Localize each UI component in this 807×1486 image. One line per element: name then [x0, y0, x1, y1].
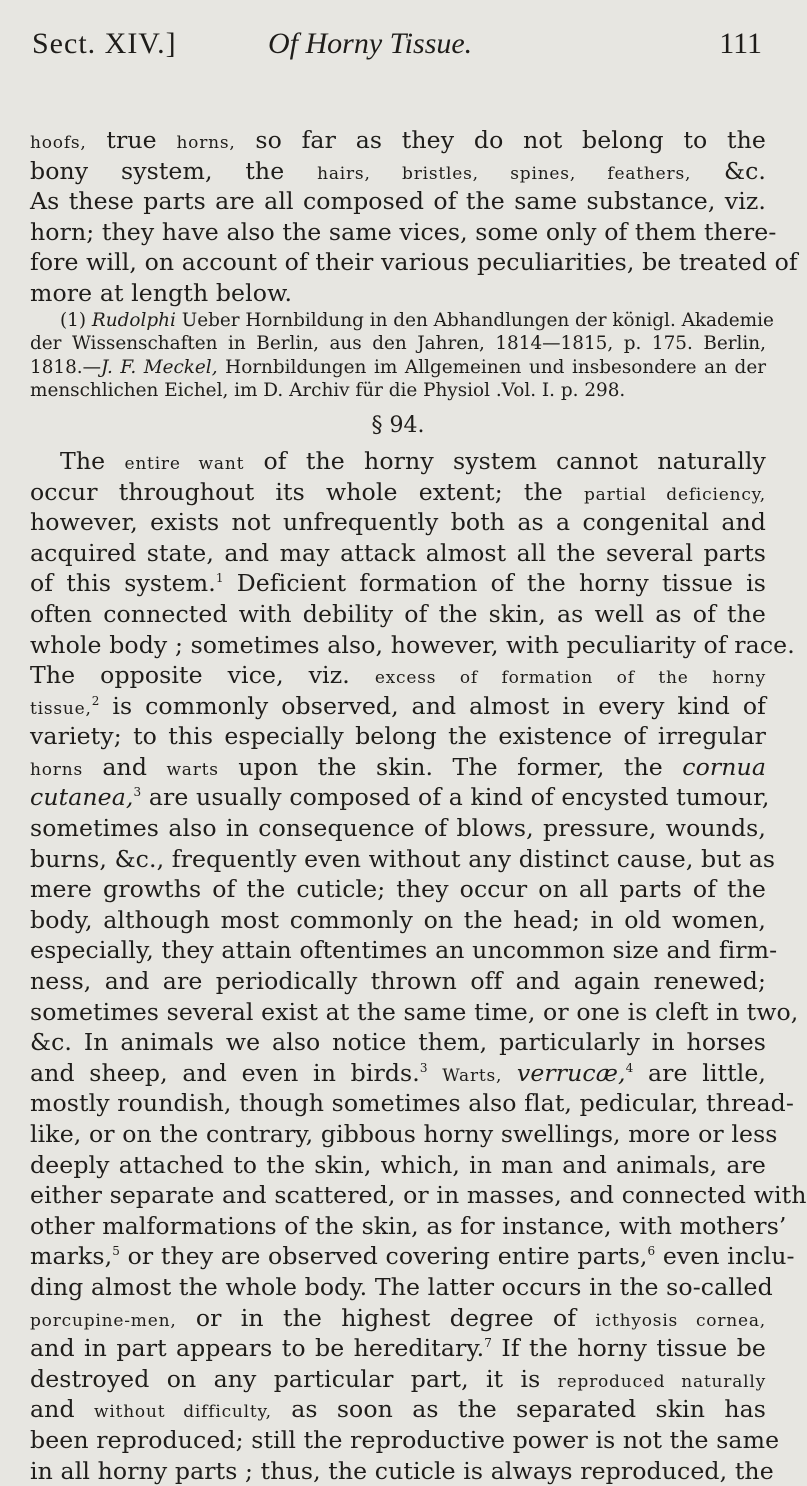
text-line: occur throughout its whole extent; the partial deficiency,: [30, 477, 766, 506]
text-line: whole body ; sometimes also, however, with peculiarity of race.: [30, 630, 795, 659]
chapter-title: Of Horny Tissue.: [268, 27, 473, 60]
text-line: fore will, on account of their various peculiarities, be treated of: [30, 248, 798, 277]
footnote-line: 1818.—J. F. Meckel, Hornbildungen im Allgemeinen und insbesondere an der: [30, 356, 766, 378]
footnote-ref: 3: [419, 1060, 428, 1075]
footnote-ref: 4: [625, 1060, 634, 1075]
text-line: bony system, the hairs, bristles, spines, feathers, &c.: [30, 156, 766, 185]
footnote-ref: 3: [133, 785, 142, 800]
text-line: ding almost the whole body. The latter occurs in the so-called: [30, 1272, 773, 1301]
text-line: horns and warts upon the skin. The former, the cornua: [30, 752, 767, 781]
text-line: burns, &c., frequently even without any distinct cause, but as: [30, 844, 776, 873]
text-line: deeply attached to the skin, which, in man and animals, are: [30, 1150, 766, 1179]
text-line: cutanea,$^3$ are usually composed of a kind of encysted tumour,: [30, 783, 770, 812]
text-line: however, exists not unfrequently both as a congenital and: [30, 508, 766, 537]
text-line: The opposite vice, viz. excess of formation of the horny: [30, 661, 767, 690]
text-line: The entire want of the horny system cannot naturally: [60, 446, 766, 475]
text-line: mere growths of the cuticle; they occur on all parts of the: [30, 875, 766, 904]
text-line: hoofs, true horns, so far as they do not belong to the: [30, 126, 766, 154]
text-line: and without difficulty, as soon as the separated skin has: [30, 1395, 766, 1424]
text-line: destroyed on any particular part, it is reproduced naturally: [30, 1364, 767, 1393]
section-heading: § 94.: [371, 412, 425, 438]
page-number: 111: [719, 27, 762, 60]
text-line: of this system.$^1$ Deficient formation of the horny tissue is: [30, 569, 766, 598]
text-line: been reproduced; still the reproductive power is not the same: [30, 1425, 780, 1454]
text-line: especially, they attain oftentimes an uncommon size and firm-: [30, 936, 778, 965]
text-line: porcupine-men, or in the highest degree of icthyosis cornea,: [30, 1303, 766, 1332]
text-line: &c. In animals we also notice them, particularly in horses: [30, 1028, 766, 1057]
paragraph-2: [30, 446, 807, 1486]
text-line: often connected with debility of the skin, as well as of the: [30, 599, 766, 628]
footnote-ref: 2: [91, 693, 100, 708]
footnote-ref: 1: [215, 571, 224, 586]
paragraph-1: [30, 125, 798, 309]
footnote-line: menschlichen Eichel, im D. Archiv für die Physiol .Vol. I. p. 298.: [30, 380, 626, 402]
footnote-ref: 6: [647, 1244, 656, 1259]
footnote-ref: 5: [112, 1244, 120, 1259]
text-line: acquired state, and may attack almost all the several parts: [30, 538, 766, 567]
footnote: [30, 309, 774, 403]
text-line: more at length below.: [30, 278, 293, 307]
footnote-line: der Wissenschaften in Berlin, aus den Jahren, 1814—1815, p. 175. Berlin,: [30, 333, 766, 355]
text-line: sometimes also in consequence of blows, pressure, wounds,: [30, 814, 766, 843]
text-line: ness, and are periodically thrown off and again renewed;: [30, 967, 766, 996]
text-line: in all horny parts ; thus, the cuticle is always reproduced, the: [30, 1456, 774, 1485]
text-line: variety; to this especially belong the existence of irregular: [30, 722, 766, 751]
footnote-line: (1) Rudolphi Ueber Hornbildung in den Abhandlungen der königl. Akademie: [60, 309, 774, 331]
text-line: As these parts are all composed of the same substance, viz.: [30, 187, 766, 216]
text-line: body, although most commonly on the head; in old women,: [30, 905, 766, 934]
text-line: and in part appears to be hereditary.$^7$ If the horny tissue be: [30, 1334, 766, 1363]
text-line: mostly roundish, though sometimes also flat, pedicular, thread-: [30, 1089, 794, 1118]
text-line: horn; they have also the same vices, some only of them there-: [30, 217, 777, 246]
text-line: and sheep, and even in birds.$^3$ Warts, verrucæ,$^4$ are little,: [30, 1058, 766, 1087]
text-line: like, or on the contrary, gibbous horny swellings, more or less: [30, 1120, 778, 1148]
text-line: sometimes several exist at the same time, or one is cleft in two,: [30, 997, 799, 1026]
text-line: either separate and scattered, or in masses, and connected with: [30, 1181, 807, 1210]
running-head: [32, 18, 762, 70]
text-line: tissue,$^2$ is commonly observed, and almost in every kind of: [30, 691, 766, 720]
body-text: [30, 125, 807, 1486]
footnote-ref: 7: [484, 1336, 493, 1351]
section-label: Sect. XIV.]: [32, 27, 177, 60]
text-line: other malformations of the skin, as for instance, with mothers’: [30, 1211, 787, 1240]
text-line: marks,$^5$ or they are observed covering entire parts,$^6$ even inclu-: [30, 1242, 795, 1271]
